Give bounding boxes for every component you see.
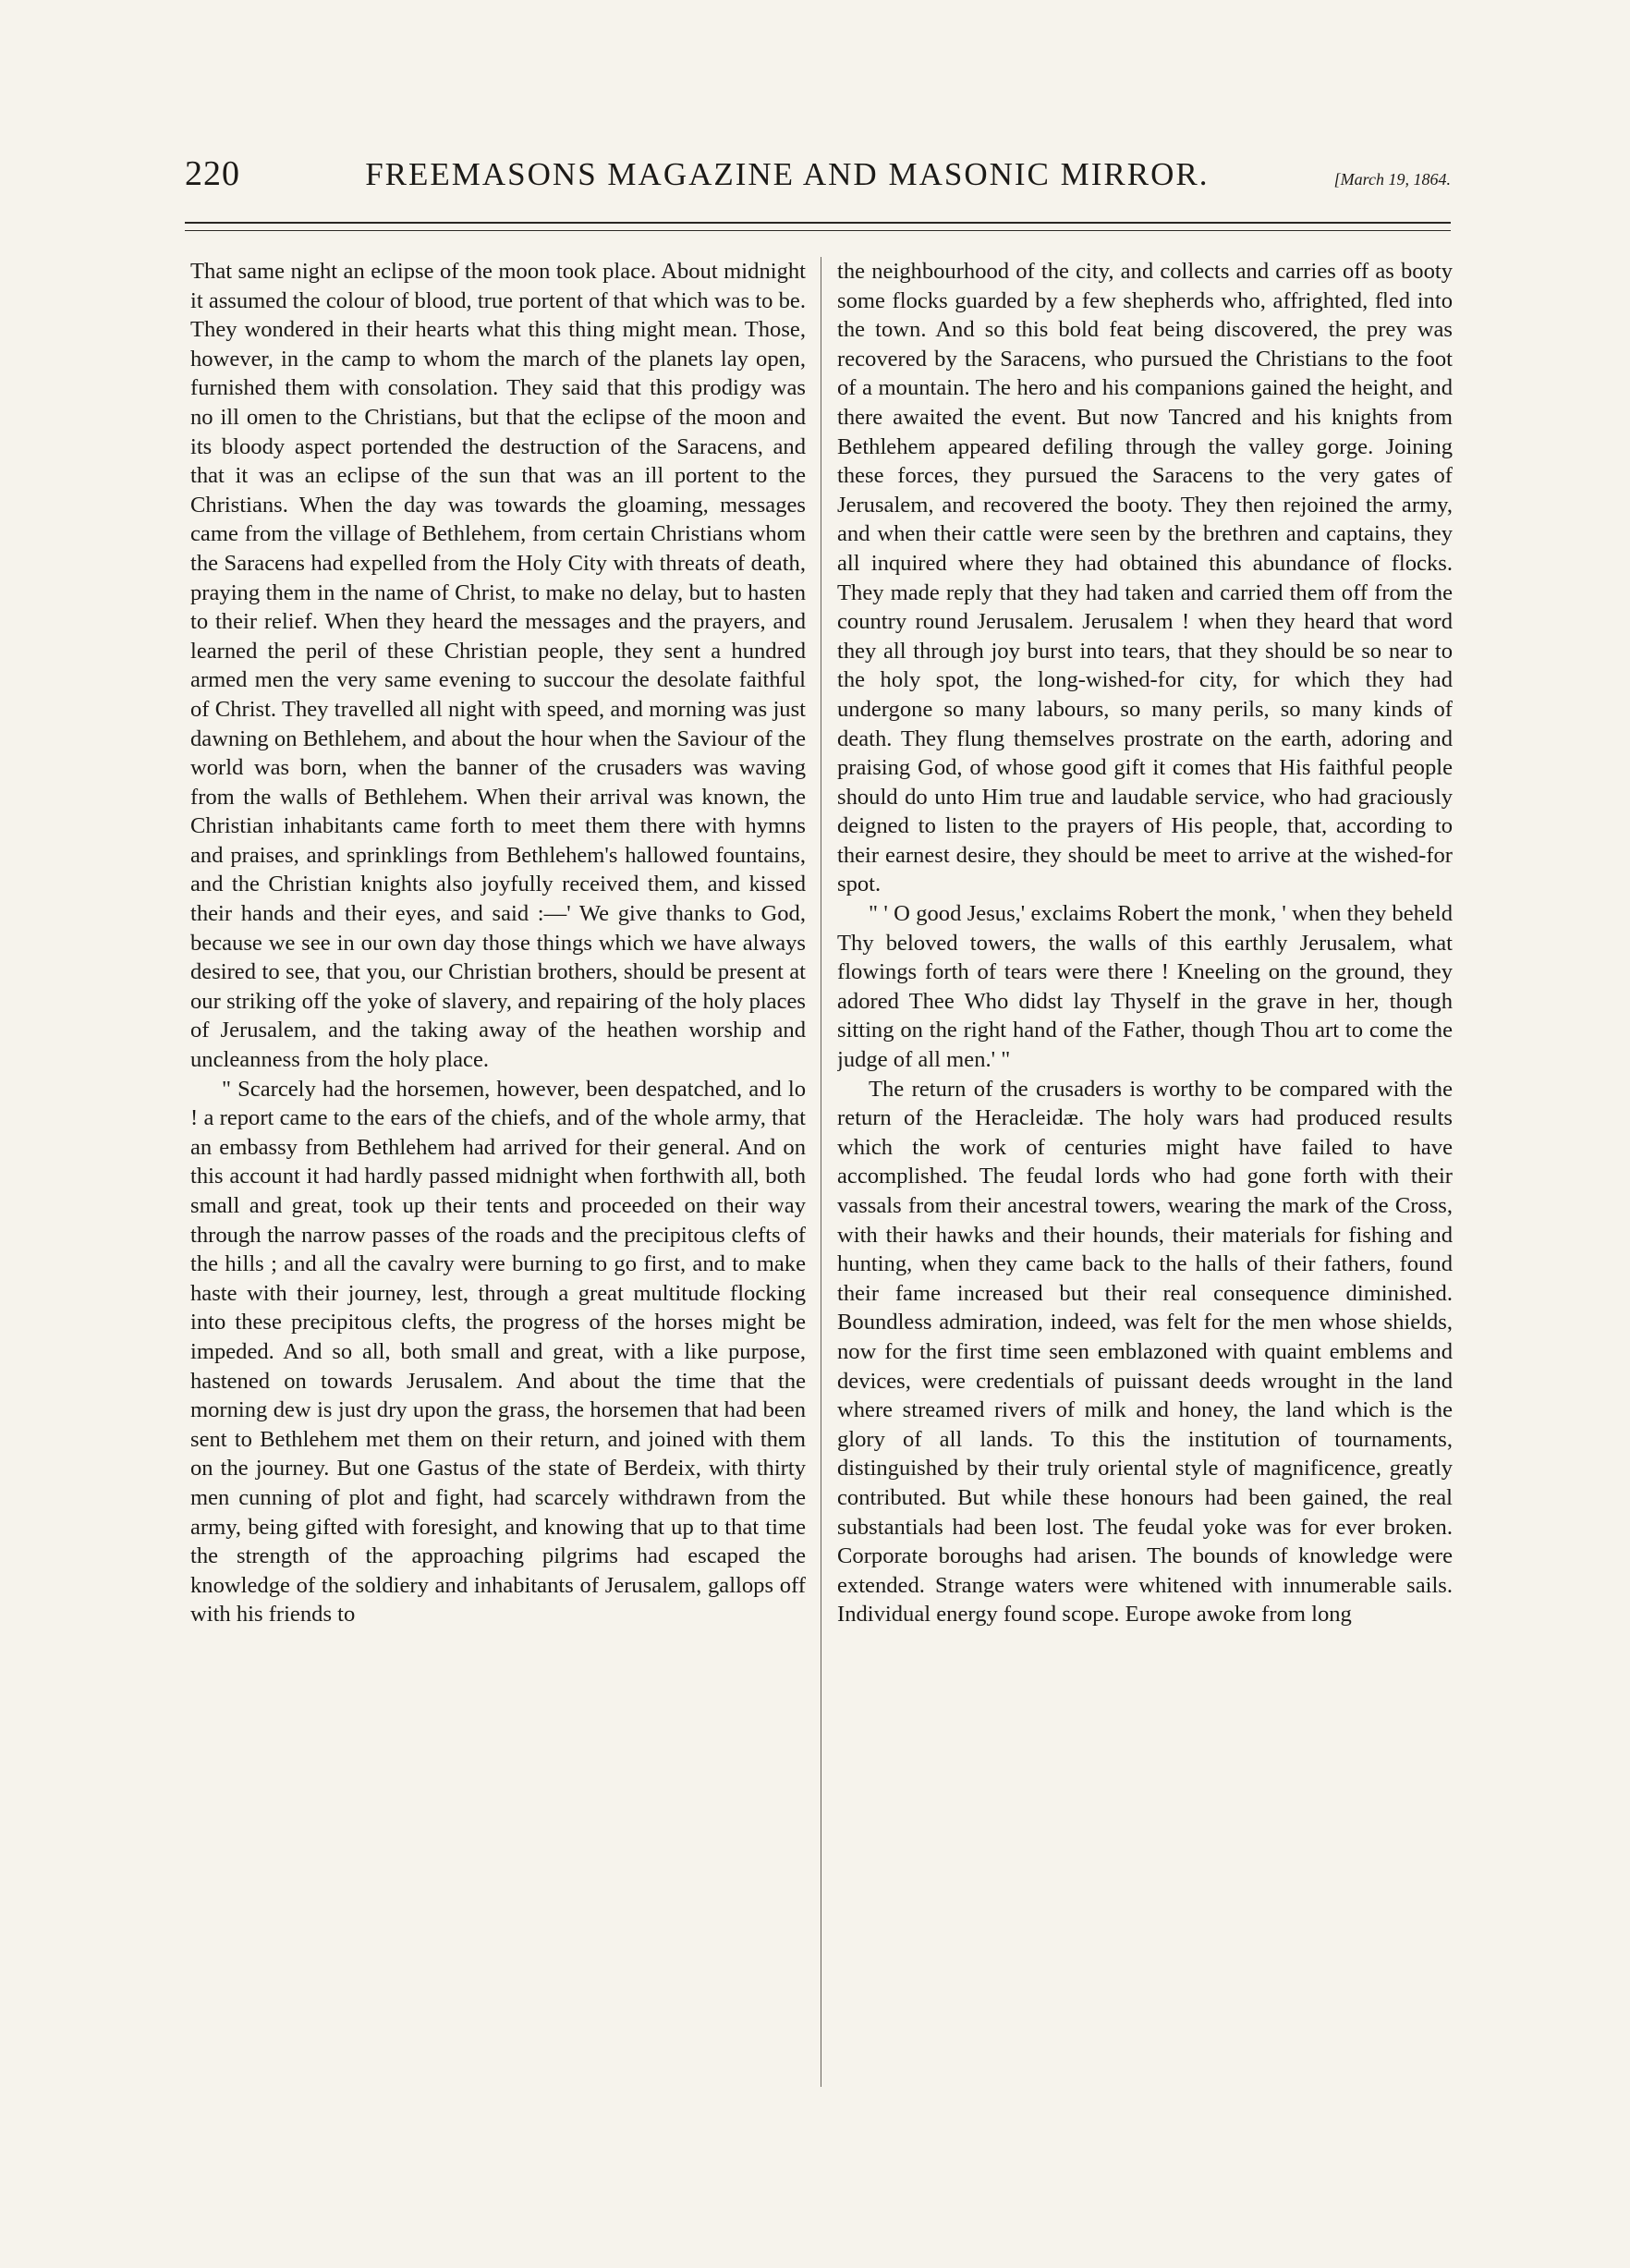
masthead-title: FREEMASONS MAGAZINE AND MASONIC MIRROR. xyxy=(365,156,1210,192)
paragraph: That same night an eclipse of the moon took place. About midnight it assumed the colour of blood, true portent of that which was to be. They wondered in their hearts what this thing might mean. Those, however, in the camp to whom the march of the planets lay open, furnished them with consolation. They said that this prodigy was no ill omen to the Christians, but that the eclipse of the moon and its bloody aspect portended the destruction of the Saracens, and that it was an eclipse of the sun that was an ill portent to the Christians. When the day was towards the gloaming, messages came from the village of Bethlehem, from certain Christians whom the Saracens had expelled from the Holy City with threats of death, praying them in the name of Christ, to make no delay, but to hasten to their relief. When they heard the messages and the prayers, and learned the peril of these Christian people, they sent a hundred armed men the very same evening to succour the desolate faithful of Christ. They travelled all night with speed, and morning was just dawning on Bethlehem, and about the hour when the Saviour of the world was born, when the banner of the crusaders was waving from the walls of Bethlehem. When their arrival was known, the Christian inhabitants came forth to meet them there with hymns and praises, and sprinklings from Bethlehem's hallowed fountains, and the Christian knights also joyfully received them, and kissed their hands and their eyes, and said :—' We give thanks to God, because we see in our own day those things which we have always desired to see, that you, our Christian brothers, should be present at our striking off the yoke of slavery, and repairing of the holy places of Jerusalem, and the taking away of the heathen worship and uncleanness from the holy place. xyxy=(190,259,806,1073)
header-rule-thin xyxy=(185,230,1451,231)
left-column xyxy=(190,257,806,2087)
paragraph: " ' O good Jesus,' exclaims Robert the monk, ' when they beheld Thy beloved towers, the walls of this earthly Jerusalem, what flowings forth of tears were there ! Kneeling on the ground, they adored Thee Who didst lay Thyself in the grave in her, though sitting on the right hand of the Father, though Thou art to come the judge of all men.' " xyxy=(837,901,1453,1073)
paragraph: the neighbourhood of the city, and collects and carries off as booty some flocks guarded by a few shepherds who, affrighted, fled into the town. And so this bold feat being discovered, the prey was recovered by the Saracens, who pursued the Christians to the foot of a mountain. The hero and his companions gained the height, and there awaited the event. But now Tancred and his knights from Bethlehem appeared defiling through the valley gorge. Joining these forces, they pursued the Saracens to the very gates of Jerusalem, and recovered the booty. They then rejoined the army, and when their cattle were seen by the brethren and captains, they all inquired where they had obtained this abundance of flocks. They made reply that they had taken and carried them off from the country round Jerusalem. Jerusalem ! when they heard that word they all through joy burst into tears, that they should be so near to the holy spot, the long-wished-for city, for which they had undergone so many labours, so many perils, so many kinds of death. They flung themselves prostrate on the earth, adoring and praising God, of whose good gift it comes that His faithful people should do unto Him true and laudable service, who had graciously deigned to listen to the prayers of His people, that, according to their earnest desire, they should be meet to arrive at the wished-for spot. xyxy=(837,259,1453,897)
issue-date: [March 19, 1864. xyxy=(1333,170,1451,189)
right-column xyxy=(837,257,1453,2087)
page-header xyxy=(185,153,1451,209)
page-number: 220 xyxy=(185,154,240,193)
header-rule-thick xyxy=(185,222,1451,224)
paragraph: " Scarcely had the horsemen, however, been despatched, and lo ! a report came to the ears of the chiefs, and of the whole army, that an embassy from Bethlehem had arrived for their general. And on this account it had hardly passed midnight when forthwith all, both small and great, took up their tents and proceeded on their way through the narrow passes of the roads and the precipitous clefts of the hills ; and all the cavalry were burning to go first, and to make haste with their journey, lest, through a great multitude flocking into these precipitous clefts, the progress of the horses might be impeded. And so all, both small and great, with a like purpose, hastened on towards Jerusalem. And about the time that the morning dew is just dry upon the grass, the horsemen that had been sent to Bethlehem met them on their return, and joined with them on the journey. But one Gastus of the state of Berdeix, with thirty men cunning of plot and fight, had scarcely withdrawn from the army, being gifted with foresight, and knowing that up to that time the strength of the approaching pilgrims had escaped the knowledge of the soldiery and inhabitants of Jerusalem, gallops off with his friends to xyxy=(190,1076,806,1628)
paragraph: The return of the crusaders is worthy to be compared with the return of the Heracleidæ. The holy wars had produced results which the work of centuries might have failed to have accomplished. The feudal lords who had gone forth with their vassals from their ancestral towers, wearing the mark of the Cross, with their hawks and their hounds, their materials for fishing and hunting, when they came back to the halls of their fathers, found their fame increased but their real consequence diminished. Boundless admiration, indeed, was felt for the men whose shields, now for the first time seen emblazoned with quaint emblems and devices, were credentials of puissant deeds wrought in the land where streamed rivers of milk and honey, the land which is the glory of all lands. To this the institution of tournaments, distinguished by their truly oriental style of magnificence, greatly contributed. But while these honours had been gained, the real substantials had been lost. The feudal yoke was for ever broken. Corporate boroughs had arisen. The bounds of knowledge were extended. Strange waters were whitened with innumerable sails. Individual energy found scope. Europe awoke from long xyxy=(837,1076,1453,1628)
